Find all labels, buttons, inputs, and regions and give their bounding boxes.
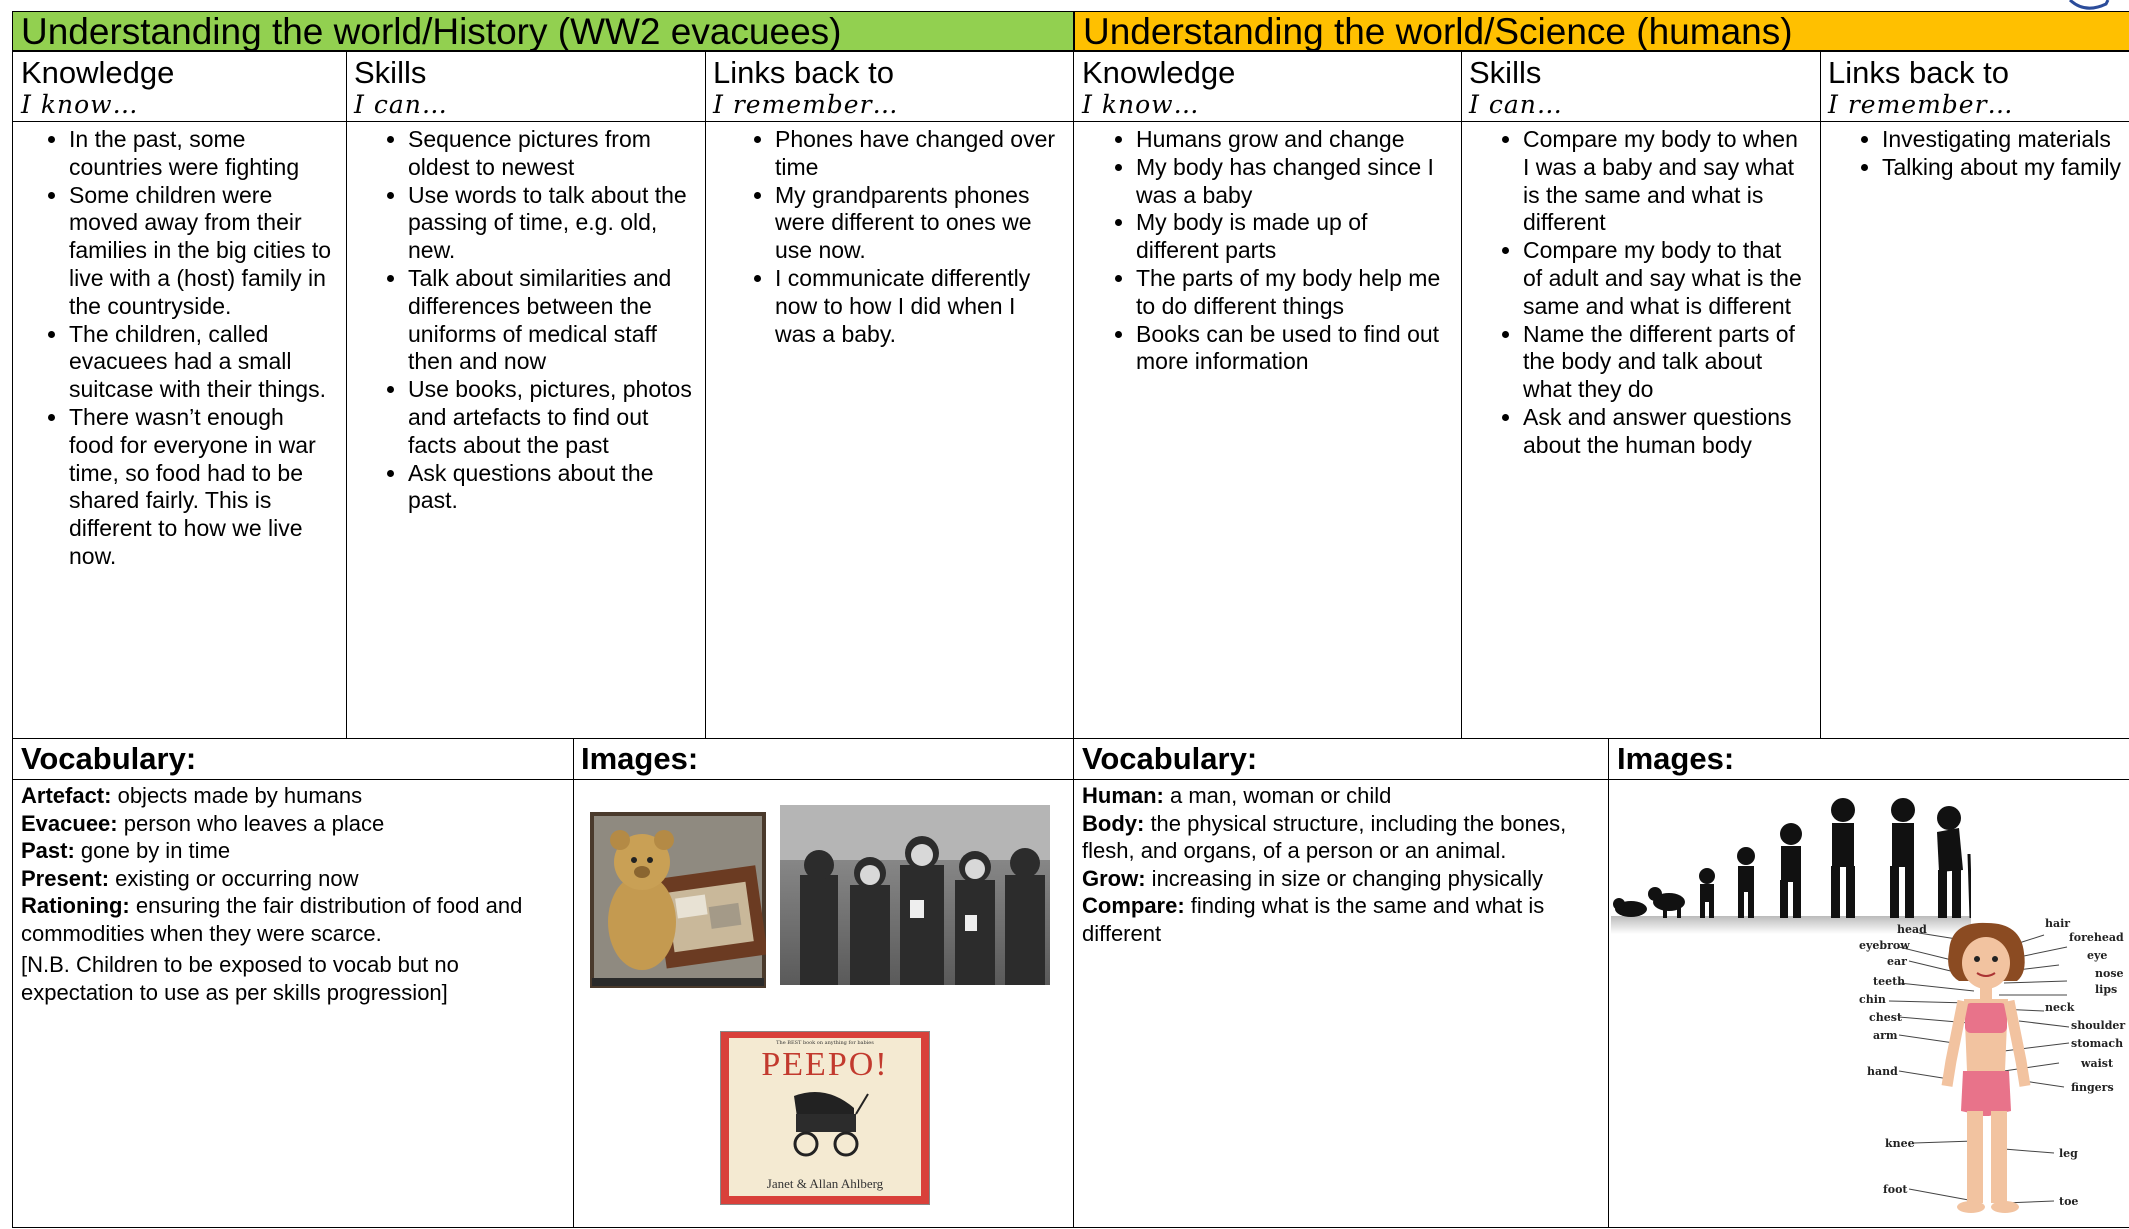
label-eyebrow: eyebrow <box>1859 939 1910 952</box>
column-heading: Skills <box>1469 55 1542 90</box>
vocab-definition: existing or occurring now <box>109 865 359 891</box>
vocab-term: Rationing: <box>21 893 130 918</box>
images-heading: Images: <box>1617 741 1735 776</box>
vocab-definition: person who leaves a place <box>117 810 385 836</box>
crest-icon <box>2040 0 2129 12</box>
vocab-term: Artefact: <box>21 783 112 808</box>
label-waist: waist <box>2081 1057 2114 1070</box>
vocab-definition: finding what is the same and what is different <box>1082 893 1545 946</box>
column-subheading: I can… <box>354 90 448 119</box>
column-heading: Knowledge <box>21 55 175 90</box>
bullet-list <box>346 126 705 515</box>
list-item: • In the past, some countries were fighting <box>69 126 332 182</box>
images-heading: Images: <box>581 741 699 776</box>
column-subheading: I can… <box>1469 90 1563 119</box>
vocab-definition: the physical structure, including the bones, flesh, and organs, of a person or an animal. <box>1082 810 1567 863</box>
list-item: • My grandparents phones were different to ones we use now. <box>775 182 1061 265</box>
vocab-note: [N.B. Children to be exposed to vocab but no expectation to use as per skills progression] <box>21 952 459 1005</box>
label-hand: hand <box>1867 1065 1898 1078</box>
bullet-list <box>1074 126 1461 376</box>
vocab-definition: ensuring the fair distribution of food and commodities when they were scarce. <box>21 893 523 946</box>
list-item: • Compare my body to that of adult and say what is the same and what is different <box>1523 237 1806 320</box>
vocabulary-heading: Vocabulary: <box>1082 741 1258 776</box>
list-item: • Investigating materials <box>1882 126 2125 154</box>
history-images-panel <box>573 738 1074 1228</box>
label-toe: toe <box>2059 1195 2079 1208</box>
list-item: • Ask questions about the past. <box>408 460 695 516</box>
list-item: • There wasn’t enough food for everyone in war time, so food had to be shared fairly. This is different to how we live now. <box>69 404 332 571</box>
history-title: Understanding the world/History (WW2 evacuees) <box>12 11 1074 51</box>
vocab-definition: gone by in time <box>74 838 231 863</box>
list-item: • Compare my body to when I was a baby and say what is the same and what is different <box>1523 126 1806 237</box>
label-arm: arm <box>1873 1029 1898 1042</box>
label-forehead: forehead <box>2069 931 2124 944</box>
list-item: • Some children were moved away from their families in the big cities to live with a (host) family in the countryside. <box>69 182 332 321</box>
book-tagline: The BEST book on anything for babies <box>776 1040 874 1046</box>
column-heading: Knowledge <box>1082 55 1236 90</box>
teddy-suitcase-image <box>590 812 766 988</box>
vocab-term: Body: <box>1082 810 1145 836</box>
column-subheading: I remember… <box>1828 90 2014 119</box>
list-item: • Books can be used to find out more information <box>1136 321 1449 377</box>
vocabulary-list <box>13 780 573 1006</box>
bullet-list <box>705 126 1073 348</box>
label-fingers: fingers <box>2071 1081 2114 1094</box>
vocabulary-list <box>1074 780 1608 947</box>
list-item: • Sequence pictures from oldest to newest <box>408 126 695 182</box>
body-parts-diagram <box>1859 911 2129 1229</box>
science-images-panel <box>1608 738 2129 1228</box>
history-vocabulary-panel <box>12 738 574 1228</box>
label-ear: ear <box>1887 955 1907 968</box>
history-skills-column <box>346 51 706 738</box>
list-item: • Ask and answer questions about the human body <box>1523 404 1806 460</box>
history-knowledge-column <box>12 51 347 738</box>
label-eye: eye <box>2087 949 2108 962</box>
science-links-column <box>1820 51 2129 738</box>
science-title: Understanding the world/Science (humans) <box>1074 11 2129 51</box>
vocab-term: Human: <box>1082 783 1164 808</box>
pram-icon <box>784 1086 869 1158</box>
label-lips: lips <box>2095 983 2118 996</box>
bullet-list <box>1820 126 2129 182</box>
vocab-definition: increasing in size or changing physically <box>1145 865 1543 891</box>
vocab-definition: a man, woman or child <box>1163 783 1392 808</box>
vocab-term: Compare: <box>1082 893 1185 918</box>
column-heading: Links back to <box>713 55 894 90</box>
list-item: • Phones have changed over time <box>775 126 1061 182</box>
list-item: • Talking about my family <box>1882 154 2125 182</box>
column-subheading: I know… <box>21 90 139 119</box>
book-authors: Janet & Allan Ahlberg <box>766 1176 884 1191</box>
science-knowledge-column <box>1073 51 1462 738</box>
evacuee-children-photo <box>780 805 1050 985</box>
label-shoulder: shoulder <box>2071 1019 2126 1032</box>
list-item: • I communicate differently now to how I did when I was a baby. <box>775 265 1061 348</box>
list-item: • Use words to talk about the passing of time, e.g. old, new. <box>408 182 695 265</box>
label-chin: chin <box>1859 993 1886 1006</box>
science-vocabulary-panel <box>1073 738 1609 1228</box>
bullet-list <box>1461 126 1820 460</box>
vocab-definition: objects made by humans <box>111 783 363 808</box>
column-subheading: I know… <box>1082 90 1200 119</box>
column-subheading: I remember… <box>713 90 899 119</box>
label-head: head <box>1897 923 1927 936</box>
list-item: • My body has changed since I was a baby <box>1136 154 1449 210</box>
list-item: • My body is made up of different parts <box>1136 209 1449 265</box>
peepo-book-cover <box>720 1031 930 1205</box>
label-chest: chest <box>1869 1011 1902 1024</box>
list-item: • Talk about similarities and differences between the uniforms of medical staff then and now <box>408 265 695 376</box>
vocab-term: Past: <box>21 838 75 863</box>
list-item: • The children, called evacuees had a small suitcase with their things. <box>69 321 332 404</box>
label-knee: knee <box>1885 1137 1915 1150</box>
book-title: PEEPO! <box>761 1046 889 1083</box>
column-heading: Links back to <box>1828 55 2009 90</box>
label-teeth: teeth <box>1873 975 1906 988</box>
vocabulary-heading: Vocabulary: <box>21 741 197 776</box>
label-foot: foot <box>1883 1183 1908 1196</box>
history-links-column <box>705 51 1074 738</box>
label-neck: neck <box>2045 1001 2075 1014</box>
list-item: • Use books, pictures, photos and artefacts to find out facts about the past <box>408 376 695 459</box>
label-nose: nose <box>2095 967 2124 980</box>
vocab-term: Evacuee: <box>21 810 118 836</box>
list-item: • Name the different parts of the body and talk about what they do <box>1523 321 1806 404</box>
label-stomach: stomach <box>2071 1037 2124 1050</box>
label-hair: hair <box>2045 917 2071 930</box>
list-item: • The parts of my body help me to do different things <box>1136 265 1449 321</box>
science-skills-column <box>1461 51 1821 738</box>
list-item: • Humans grow and change <box>1136 126 1449 154</box>
label-leg: leg <box>2059 1147 2078 1160</box>
vocab-term: Present: <box>21 865 110 891</box>
column-heading: Skills <box>354 55 427 90</box>
bullet-list <box>13 126 346 571</box>
vocab-term: Grow: <box>1082 865 1146 891</box>
